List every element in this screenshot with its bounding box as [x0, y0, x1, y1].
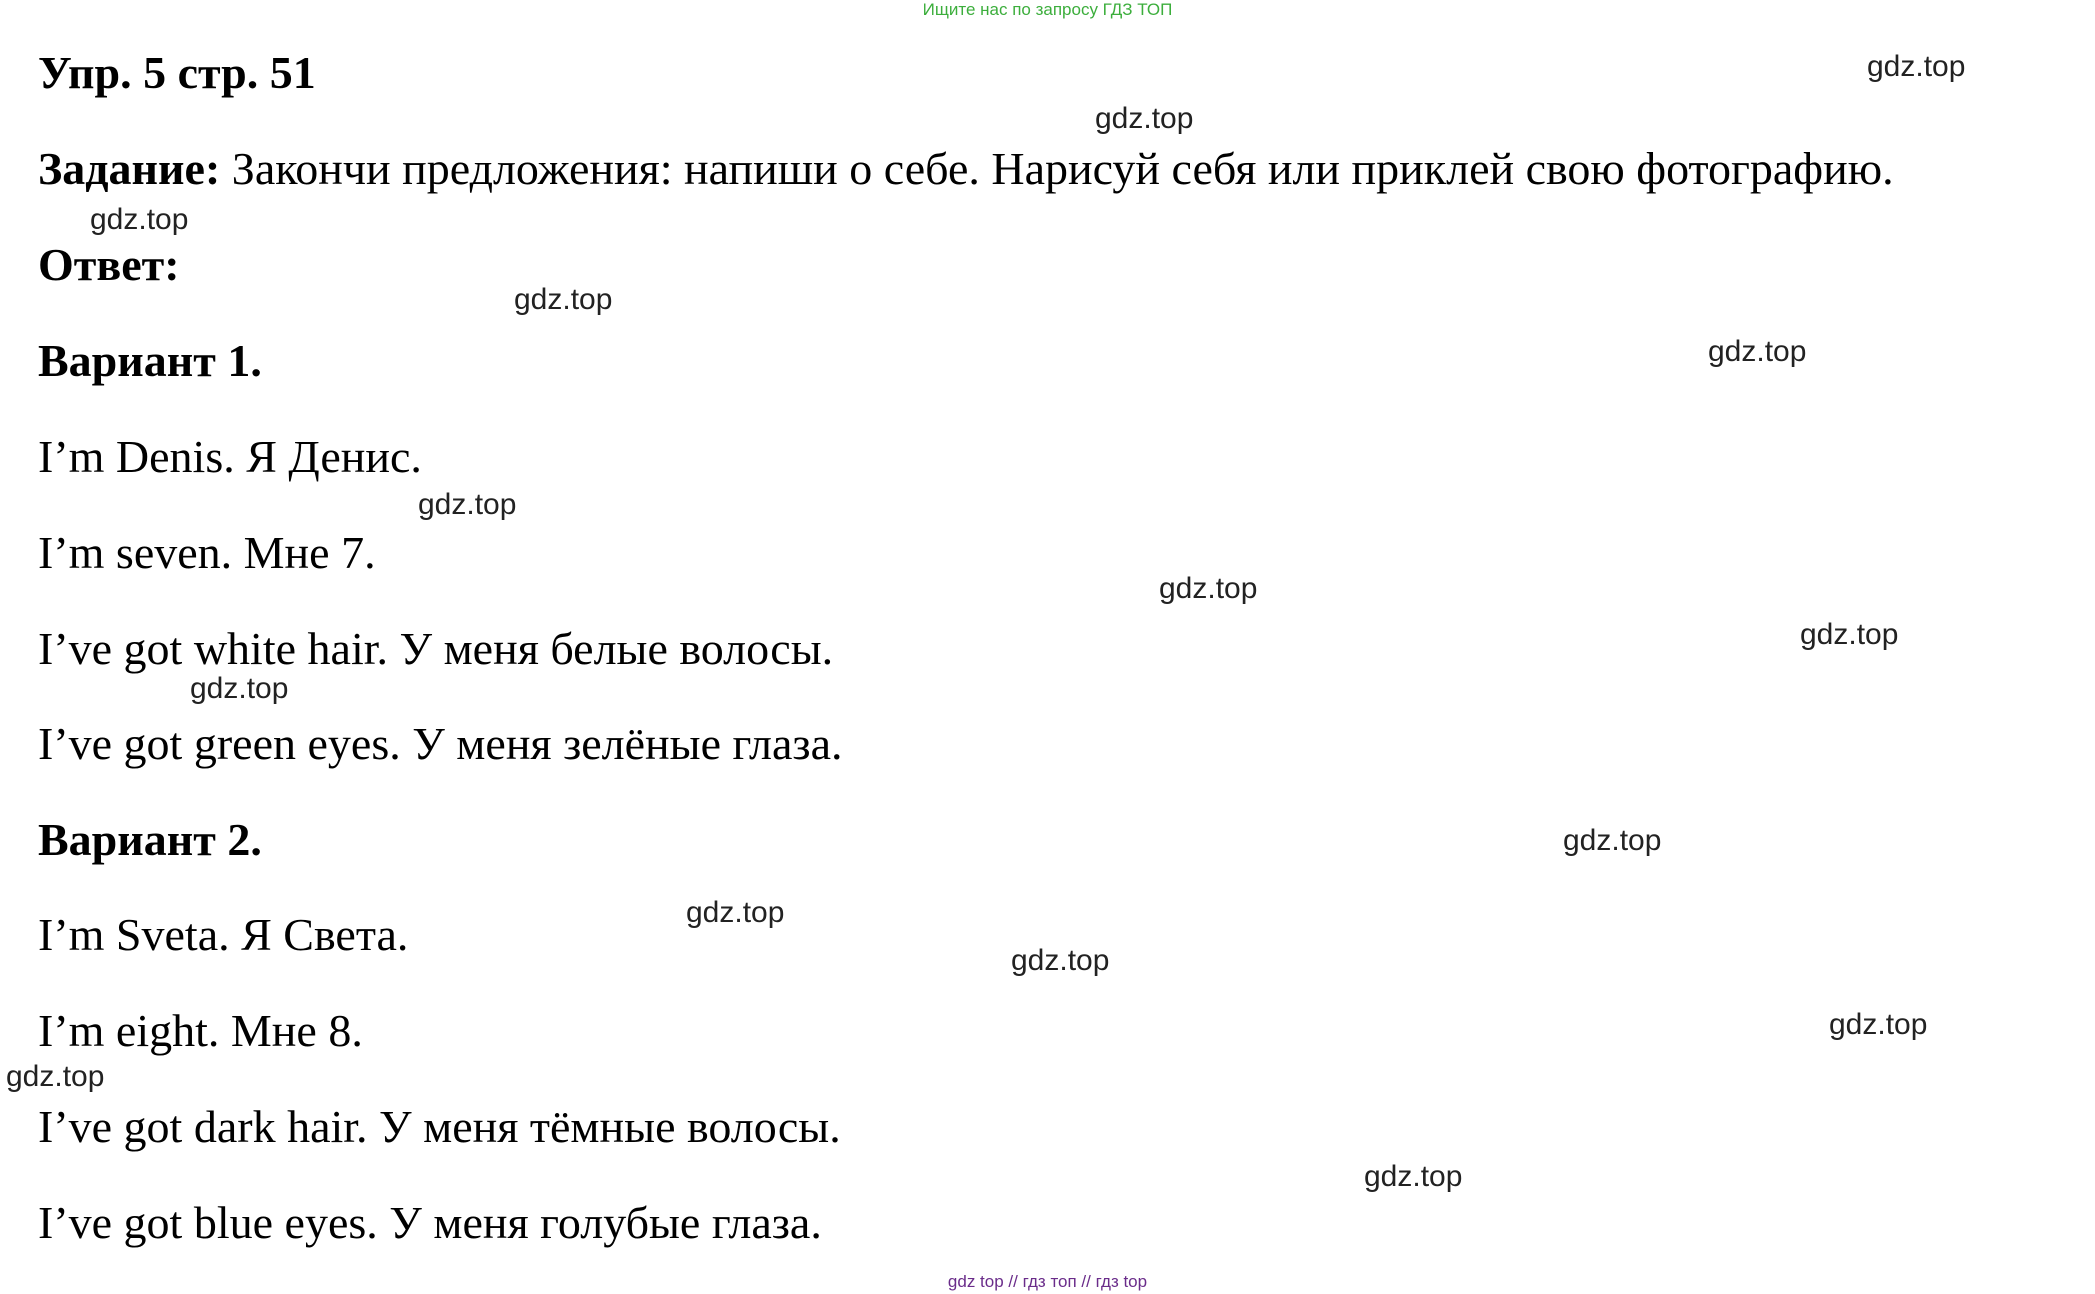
answer-line: I’ve got blue eyes. У меня голубые глаза.	[38, 1197, 822, 1248]
watermark: gdz.top	[514, 283, 613, 316]
answer-label: Ответ:	[38, 239, 180, 290]
watermark: gdz.top	[1011, 944, 1110, 977]
answer-line: I’m Denis. Я Денис.	[38, 431, 422, 482]
watermark: gdz.top	[6, 1060, 105, 1093]
footer-links: gdz top // гдз топ // гдз top	[947, 1272, 1148, 1291]
watermark: gdz.top	[418, 488, 517, 521]
task-text: Закончи предложения: напиши о себе. Нарисуй себя или приклей свою фотографию.	[220, 143, 1894, 194]
watermark: gdz.top	[190, 672, 289, 705]
answer-line: I’ve got white hair. У меня белые волосы.	[38, 623, 834, 674]
watermark: gdz.top	[1800, 618, 1899, 651]
answer-line: I’m eight. Мне 8.	[38, 1005, 363, 1056]
page-title: Упр. 5 стр. 51	[38, 47, 316, 98]
answer-line: I’ve got green eyes. У меня зелёные глаза.	[38, 718, 843, 769]
answer-line: I’ve got dark hair. У меня тёмные волосы.	[38, 1101, 841, 1152]
watermark: gdz.top	[90, 203, 189, 236]
variant-title: Вариант 1.	[38, 335, 262, 386]
watermark: gdz.top	[1829, 1008, 1928, 1041]
watermark: gdz.top	[1867, 50, 1966, 83]
task-label: Задание:	[38, 143, 221, 194]
task-line	[38, 143, 1894, 194]
watermark: gdz.top	[1095, 102, 1194, 135]
variant-title: Вариант 2.	[38, 814, 262, 865]
watermark: gdz.top	[1708, 335, 1807, 368]
watermark: gdz.top	[1364, 1160, 1463, 1193]
top-note: Ищите нас по запросу ГДЗ ТОП	[922, 0, 1173, 19]
watermark: gdz.top	[1563, 824, 1662, 857]
watermark: gdz.top	[686, 896, 785, 929]
answer-line: I’m seven. Мне 7.	[38, 527, 376, 578]
answer-line: I’m Sveta. Я Света.	[38, 909, 409, 960]
watermark: gdz.top	[1159, 572, 1258, 605]
